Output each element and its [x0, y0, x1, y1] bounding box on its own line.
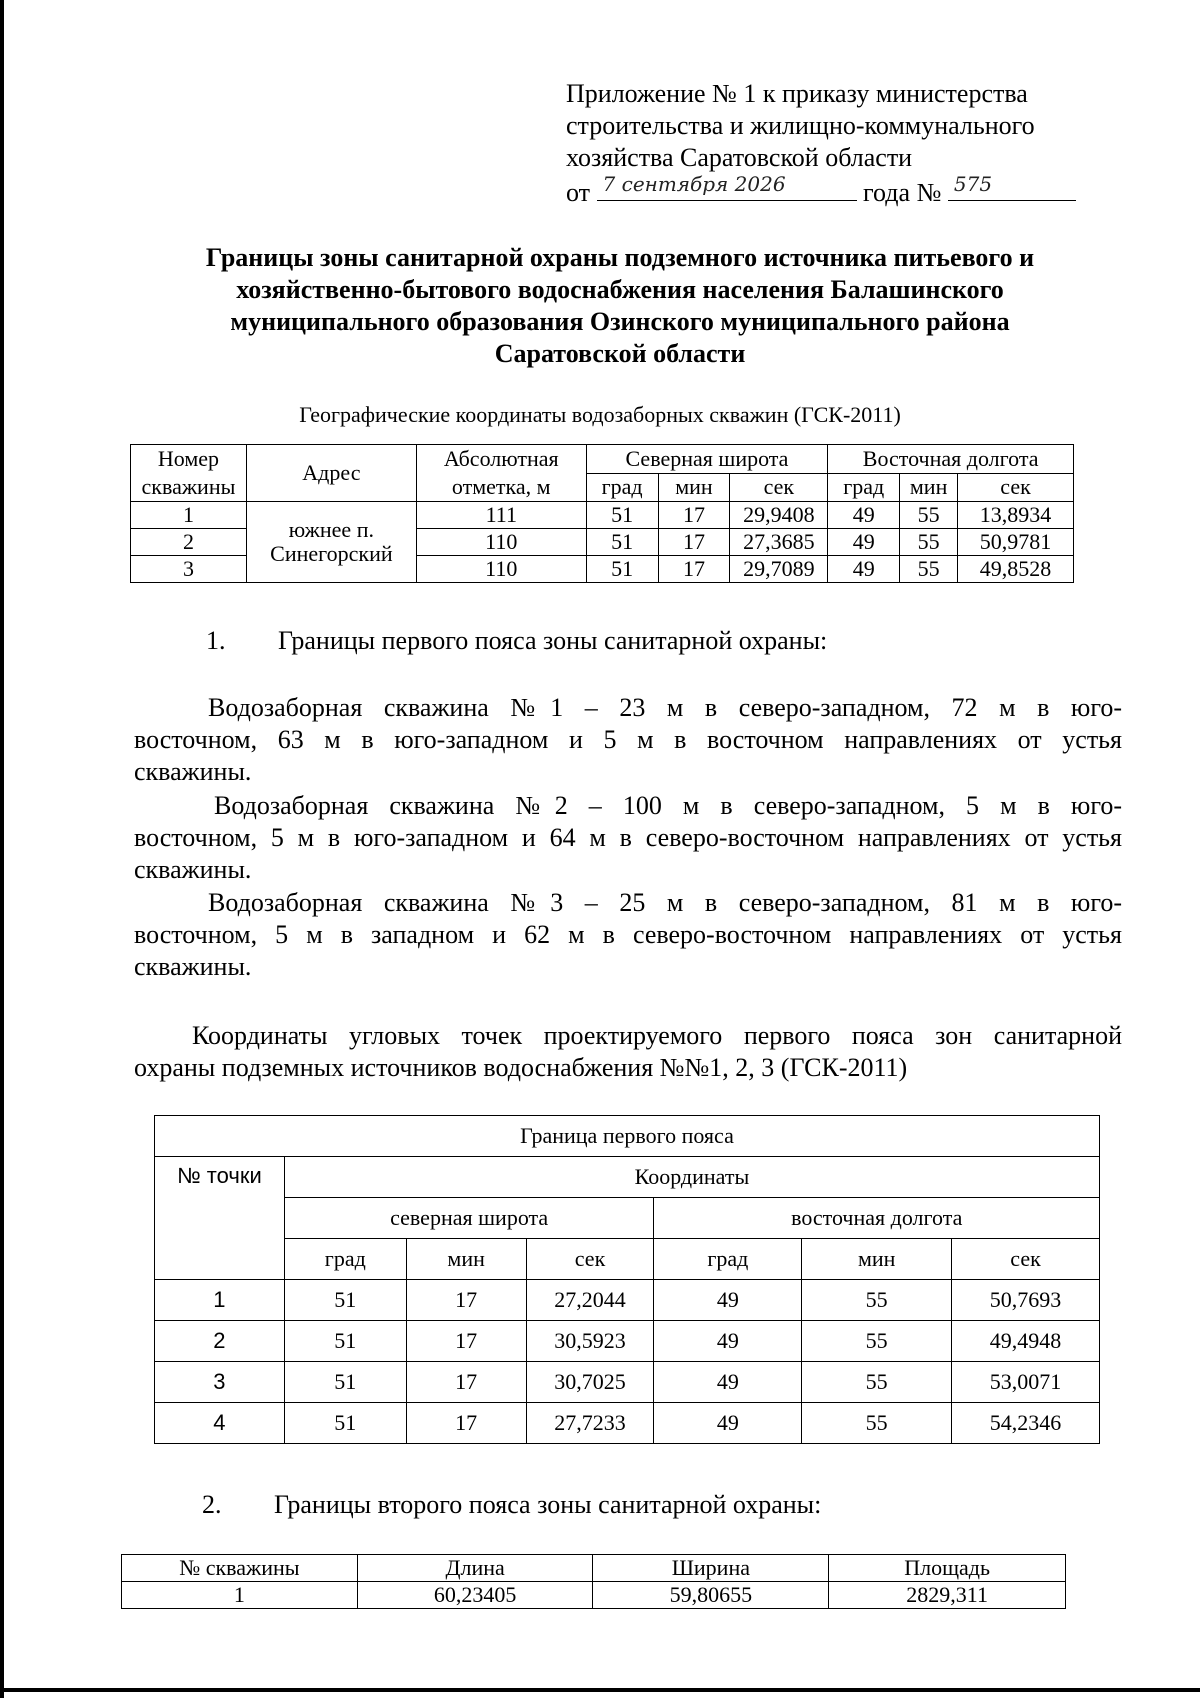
header-min: мин	[658, 473, 730, 502]
cell: 59,80655	[593, 1582, 829, 1609]
cell: 110	[416, 529, 586, 556]
cell: 55	[802, 1321, 952, 1362]
header-point-number: № точки	[155, 1157, 285, 1280]
cell: 2829,311	[829, 1582, 1066, 1609]
cell: 55	[900, 529, 958, 556]
header-east-longitude: Восточная долгота	[828, 445, 1074, 474]
header-deg: град	[284, 1239, 406, 1280]
address-cell: южнее п. Синегорский	[246, 502, 416, 583]
paragraph-line: Водозаборная скважина №3 – 25 м в северо-западном, 81 м в юго-	[208, 888, 1122, 917]
page-border-bottom	[0, 1688, 1200, 1692]
title-line-1: Границы зоны санитарной охраны подземного источника питьевого и	[205, 243, 1035, 272]
cell: 17	[658, 529, 730, 556]
cell: 51	[284, 1280, 406, 1321]
cell: 53,0071	[952, 1362, 1100, 1403]
date-signature-line	[597, 174, 857, 201]
header-deg: град	[828, 473, 900, 502]
cell: 4	[155, 1403, 285, 1444]
cell: 2	[131, 529, 247, 556]
header-elevation: Абсолютная отметка, м	[416, 445, 586, 502]
cell: 55	[900, 502, 958, 529]
paragraph-line: скважины.	[134, 757, 252, 786]
cell: 17	[658, 502, 730, 529]
handwritten-date: 7 сентября 2026	[602, 172, 786, 196]
cell: 49	[828, 529, 900, 556]
header-sec: сек	[526, 1239, 654, 1280]
cell: 60,23405	[357, 1582, 593, 1609]
cell: 3	[155, 1362, 285, 1403]
cell: 50,9781	[958, 529, 1074, 556]
table-row	[155, 1403, 1100, 1444]
cell: 3	[131, 556, 247, 583]
cell: 50,7693	[952, 1280, 1100, 1321]
wells-coordinates-table	[130, 444, 1074, 583]
cell: 17	[406, 1321, 526, 1362]
paragraph-well-3	[134, 887, 1122, 983]
header-min: мин	[802, 1239, 952, 1280]
cell: 110	[416, 556, 586, 583]
first-belt-points-table	[154, 1115, 1100, 1444]
cell: 29,7089	[730, 556, 828, 583]
page-border-left	[0, 0, 4, 1698]
cell: 51	[284, 1403, 406, 1444]
table-row	[155, 1321, 1100, 1362]
table-row	[155, 1280, 1100, 1321]
cell: 51	[586, 529, 658, 556]
cell: 49	[654, 1362, 802, 1403]
appendix-block	[566, 78, 1086, 209]
header-sec: сек	[958, 473, 1074, 502]
paragraph-line: скважины.	[134, 855, 252, 884]
paragraph-line: Водозаборная скважина №1 – 23 м в северо-западном, 72 м в юго-	[208, 693, 1122, 722]
appendix-line-1: Приложение № 1 к приказу министерства	[566, 79, 1028, 108]
header-east-longitude: восточная долгота	[654, 1198, 1100, 1239]
paragraph-line: Координаты угловых точек проектируемого первого пояса зон санитарной	[192, 1021, 1122, 1050]
header-sec: сек	[730, 473, 828, 502]
first-belt-title: Граница первого пояса	[155, 1116, 1100, 1157]
cell: 55	[802, 1362, 952, 1403]
paragraph-well-2	[134, 790, 1122, 886]
table-row	[122, 1582, 1066, 1609]
cell: 30,7025	[526, 1362, 654, 1403]
cell: 17	[658, 556, 730, 583]
cell: 13,8934	[958, 502, 1074, 529]
section-2-number: 2.	[202, 1490, 222, 1519]
paragraph-line: охраны подземных источников водоснабжения №№1, 2, 3 (ГСК-2011)	[134, 1053, 908, 1082]
header-coordinates: Координаты	[284, 1157, 1099, 1198]
cell: 49	[654, 1321, 802, 1362]
cell: 54,2346	[952, 1403, 1100, 1444]
header-north-latitude: Северная широта	[586, 445, 828, 474]
header-north-latitude: северная широта	[284, 1198, 654, 1239]
paragraph-line: восточном, 5 м в западном и 62 м в северо-восточном направлениях от устья	[134, 920, 1122, 949]
title-line-4: Саратовской области	[494, 339, 746, 368]
header-area: Площадь	[829, 1555, 1066, 1582]
cell: 17	[406, 1280, 526, 1321]
cell: 51	[586, 556, 658, 583]
header-deg: град	[586, 473, 658, 502]
header-length: Длина	[357, 1555, 593, 1582]
wells-table-caption: Географические координаты водозаборных скважин (ГСК-2011)	[299, 402, 901, 427]
header-sec: сек	[952, 1239, 1100, 1280]
section-2-title: Границы второго пояса зоны санитарной охраны:	[274, 1490, 822, 1519]
second-belt-table	[121, 1554, 1066, 1609]
appendix-line-2: строительства и жилищно-коммунального	[566, 111, 1035, 140]
handwritten-number: 575	[953, 172, 993, 196]
cell: 111	[416, 502, 586, 529]
header-well-number: № скважины	[122, 1555, 358, 1582]
cell: 27,2044	[526, 1280, 654, 1321]
appendix-line-3: хозяйства Саратовской области	[566, 143, 913, 172]
title-line-3: муниципального образования Озинского муниципального района	[230, 307, 1010, 336]
table-row	[131, 502, 1074, 529]
cell: 55	[900, 556, 958, 583]
cell: 51	[284, 1362, 406, 1403]
cell: 49	[828, 556, 900, 583]
paragraph-well-1	[134, 692, 1122, 788]
cell: 55	[802, 1280, 952, 1321]
cell: 1	[155, 1280, 285, 1321]
year-label: года №	[863, 178, 942, 207]
cell: 51	[586, 502, 658, 529]
number-signature-line	[948, 174, 1076, 201]
cell: 30,5923	[526, 1321, 654, 1362]
header-deg: град	[654, 1239, 802, 1280]
title-line-2: хозяйственно-бытового водоснабжения населения Балашинского	[236, 275, 1004, 304]
header-min: мин	[406, 1239, 526, 1280]
section-1-number: 1.	[206, 626, 226, 655]
header-address: Адрес	[246, 445, 416, 502]
cell: 27,7233	[526, 1403, 654, 1444]
cell: 2	[155, 1321, 285, 1362]
cell: 51	[284, 1321, 406, 1362]
cell: 27,3685	[730, 529, 828, 556]
cell: 1	[122, 1582, 358, 1609]
paragraph-line: восточном, 5 м в юго-западном и 64 м в северо-восточном направлениях от устья	[134, 823, 1122, 852]
table-row	[155, 1362, 1100, 1403]
cell: 55	[802, 1403, 952, 1444]
cell: 49	[654, 1403, 802, 1444]
cell: 49	[828, 502, 900, 529]
header-width: Ширина	[593, 1555, 829, 1582]
paragraph-coords-intro	[134, 1020, 1122, 1084]
paragraph-line: скважины.	[134, 952, 252, 981]
section-1-title: Границы первого пояса зоны санитарной охраны:	[278, 626, 828, 655]
document-title	[120, 242, 1120, 370]
cell: 29,9408	[730, 502, 828, 529]
header-well-number: Номер скважины	[131, 445, 247, 502]
header-min: мин	[900, 473, 958, 502]
paragraph-line: Водозаборная скважина №2 – 100 м в северо-западном, 5 м в юго-	[214, 791, 1122, 820]
cell: 17	[406, 1403, 526, 1444]
cell: 1	[131, 502, 247, 529]
cell: 17	[406, 1362, 526, 1403]
paragraph-line: восточном, 63 м в юго-западном и 5 м в восточном направлениях от устья	[134, 725, 1122, 754]
appendix-date-line	[566, 174, 1086, 209]
from-label: от	[566, 178, 591, 207]
cell: 49,8528	[958, 556, 1074, 583]
cell: 49	[654, 1280, 802, 1321]
cell: 49,4948	[952, 1321, 1100, 1362]
